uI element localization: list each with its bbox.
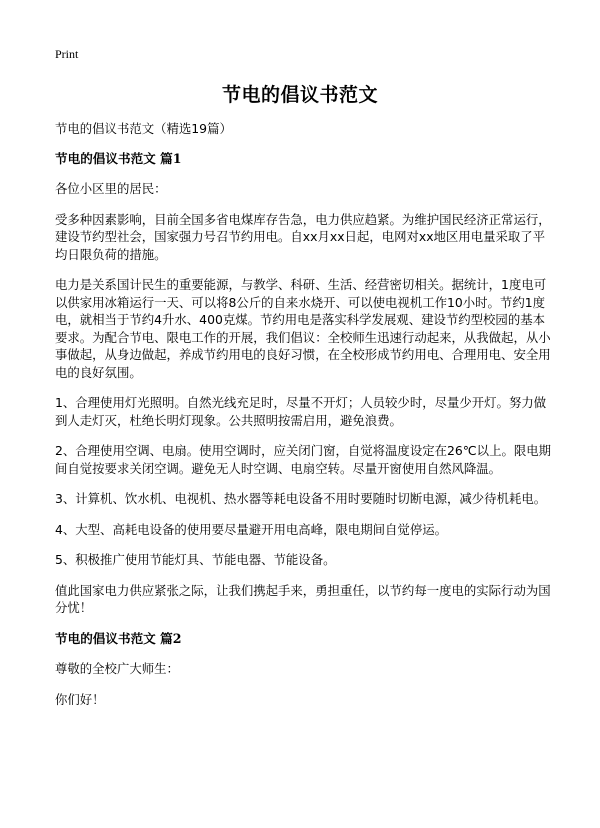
page-title: 节电的倡议书范文 [221,84,378,106]
section-heading: 节电的倡议书范文 篇1 [55,150,182,166]
section-1 [55,150,555,617]
document-body [55,120,555,721]
list-item: 5、积极推广使用节能灯具、节能电器、节能设备。 [55,552,336,567]
section-heading: 节电的倡议书范文 篇2 [55,630,182,646]
document-subtitle: 节电的倡议书范文（精选19篇） [55,121,232,136]
paragraph: 电力是关系国计民生的重要能源，与教学、科研、生活、经营密切相关。据统计，1度电可以供家用冰箱运行一天、可以将8公斤的自来水烧开、可以使电视机工作10小时。节约1度电，就相当于节约4升水、400克煤。节约用电是落实科学发展观、建设节约型校园的基本要求。为配合节电、限电工作的开展，我们倡议：全校师生迅速行动起来，从我做起，从小事做起，从身边做起，养成节约用电的良好习惯，在全校形成节约用电、合理用电、安全用电的良好氛围。 [55,277,551,380]
list-item: 2、合理使用空调、电扇。使用空调时，应关闭门窗，自觉将温度设定在26℃以上。限电期间自觉按要求关闭空调。避免无人时空调、电扇空转。尽量开窗使用自然风降温。 [55,443,552,476]
salutation: 各位小区里的居民： [55,181,167,196]
salutation: 尊敬的全校广大师生： [55,661,179,676]
list-item: 4、大型、高耗电设备的使用要尽量避开用电高峰，限电期间自觉停运。 [55,521,447,537]
paragraph: 受多种因素影响，目前全国多省电煤库存告急，电力供应趋紧。为维护国民经济正常运行，建设节约型社会，国家强力号召节约用电。自xx月xx日起，电网对xx地区用电量采取了平均日限负荷的措施。 [55,211,551,262]
greeting: 你们好！ [55,691,105,707]
list-item: 1、合理使用灯光照明。自然光线充足时，尽量不开灯；人员较少时，尽量少开灯。努力做到人走灯灭，杜绝长明灯现象。公共照明按需启用，避免浪费。 [55,395,547,428]
print-link[interactable]: Print [55,47,79,61]
section-2 [55,630,555,709]
closing-paragraph: 值此国家电力供应紧张之际，让我们携起手来，勇担重任，以节约每一度电的实际行动为国分忧！ [55,582,551,615]
list-item: 3、计算机、饮水机、电视机、热水器等耗电设备不用时要随时切断电源，减少待机耗电。 [55,491,547,506]
